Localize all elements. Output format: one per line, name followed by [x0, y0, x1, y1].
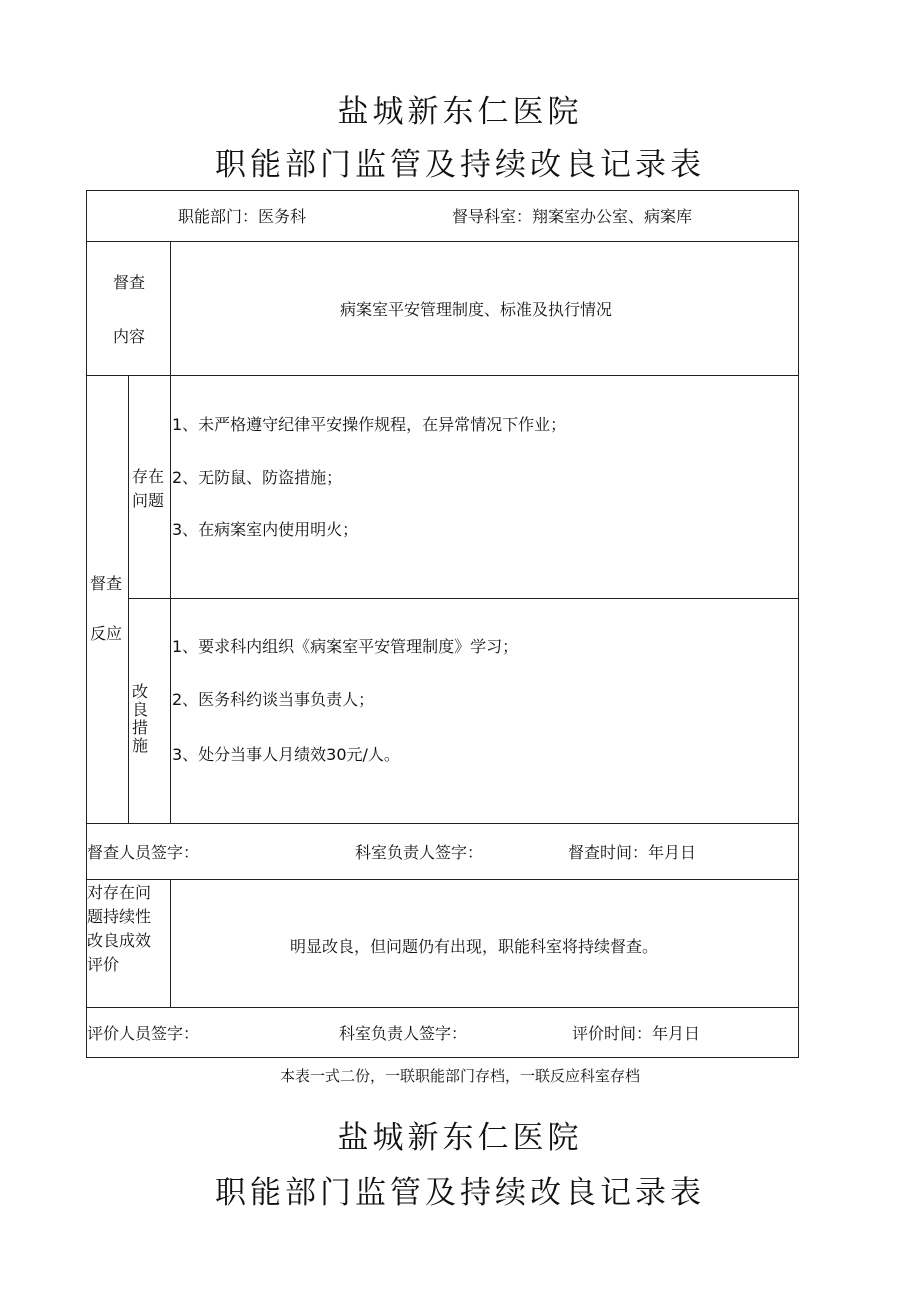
measure-item: 3、处分当事人月绩效30元/人。 [172, 745, 400, 764]
measures-label: 施 [132, 736, 149, 755]
border-top [86, 190, 799, 191]
measure-item: 1、要求科内组织《病案室平安管理制度》学习； [172, 637, 519, 656]
footer-note: 本表一式二份，一联职能部门存档，一联反应科室存档 [279, 1067, 640, 1085]
dept-head-signature-label-2: 科室负责人签字： [339, 1024, 468, 1043]
inspect-time-label: 督查时间：年月日 [568, 843, 697, 862]
form-title: 职能部门监管及持续改良记录表 [215, 147, 705, 183]
eval-label: 对存在问 [87, 883, 152, 902]
problem-item: 2、无防鼠、防盗措施； [172, 468, 343, 487]
eval-time-label: 评价时间：年月日 [572, 1024, 701, 1043]
row-line [86, 375, 799, 376]
evaluator-signature-label: 评价人员签字： [87, 1024, 200, 1043]
inspect-content: 病案室平安管理制度、标准及执行情况 [340, 300, 613, 319]
col-line [170, 241, 171, 823]
feedback-label: 督查 [90, 574, 123, 593]
col-line [170, 879, 171, 1007]
problem-item: 1、未严格遵守纪律平安操作规程，在异常情况下作业； [172, 415, 567, 434]
eval-label: 评价 [87, 955, 120, 974]
eval-label: 题持续性 [87, 907, 152, 926]
row-line [86, 1007, 799, 1008]
hospital-title-repeat: 盐城新东仁医院 [337, 1120, 583, 1156]
eval-content: 明显改良，但问题仍有出现，职能科室将持续督查。 [290, 937, 659, 956]
border-bottom [86, 1057, 799, 1058]
problems-label: 问题 [132, 491, 165, 510]
measures-label: 措 [132, 718, 149, 737]
record-table [86, 190, 799, 1058]
row-line [86, 823, 799, 824]
inspect-content-label: 督查 [113, 273, 146, 292]
inspector-signature-label: 督查人员签字： [87, 843, 200, 862]
measure-item: 2、医务科约谈当事负责人； [172, 690, 375, 709]
problems-label: 存在 [132, 467, 165, 486]
problem-item: 3、在病案室内使用明火； [172, 520, 359, 539]
row-line [86, 879, 799, 880]
feedback-label: 反应 [90, 624, 123, 643]
eval-label: 改良成效 [87, 931, 152, 950]
measures-label: 良 [132, 700, 149, 719]
measures-label: 改 [132, 682, 149, 701]
row-line [128, 598, 799, 599]
inspect-content-label: 内容 [113, 327, 146, 346]
border-right [798, 190, 799, 1058]
hospital-title: 盐城新东仁医院 [337, 94, 583, 130]
col-line [128, 375, 129, 823]
dept-head-signature-label: 科室负责人签字： [355, 843, 484, 862]
dept-field: 职能部门：医务科 [178, 207, 307, 226]
border-left [86, 190, 87, 1058]
row-line [86, 241, 799, 242]
supervised-dept-field: 督导科室：翔案室办公室、病案库 [452, 207, 693, 226]
form-title-repeat: 职能部门监管及持续改良记录表 [215, 1175, 705, 1211]
